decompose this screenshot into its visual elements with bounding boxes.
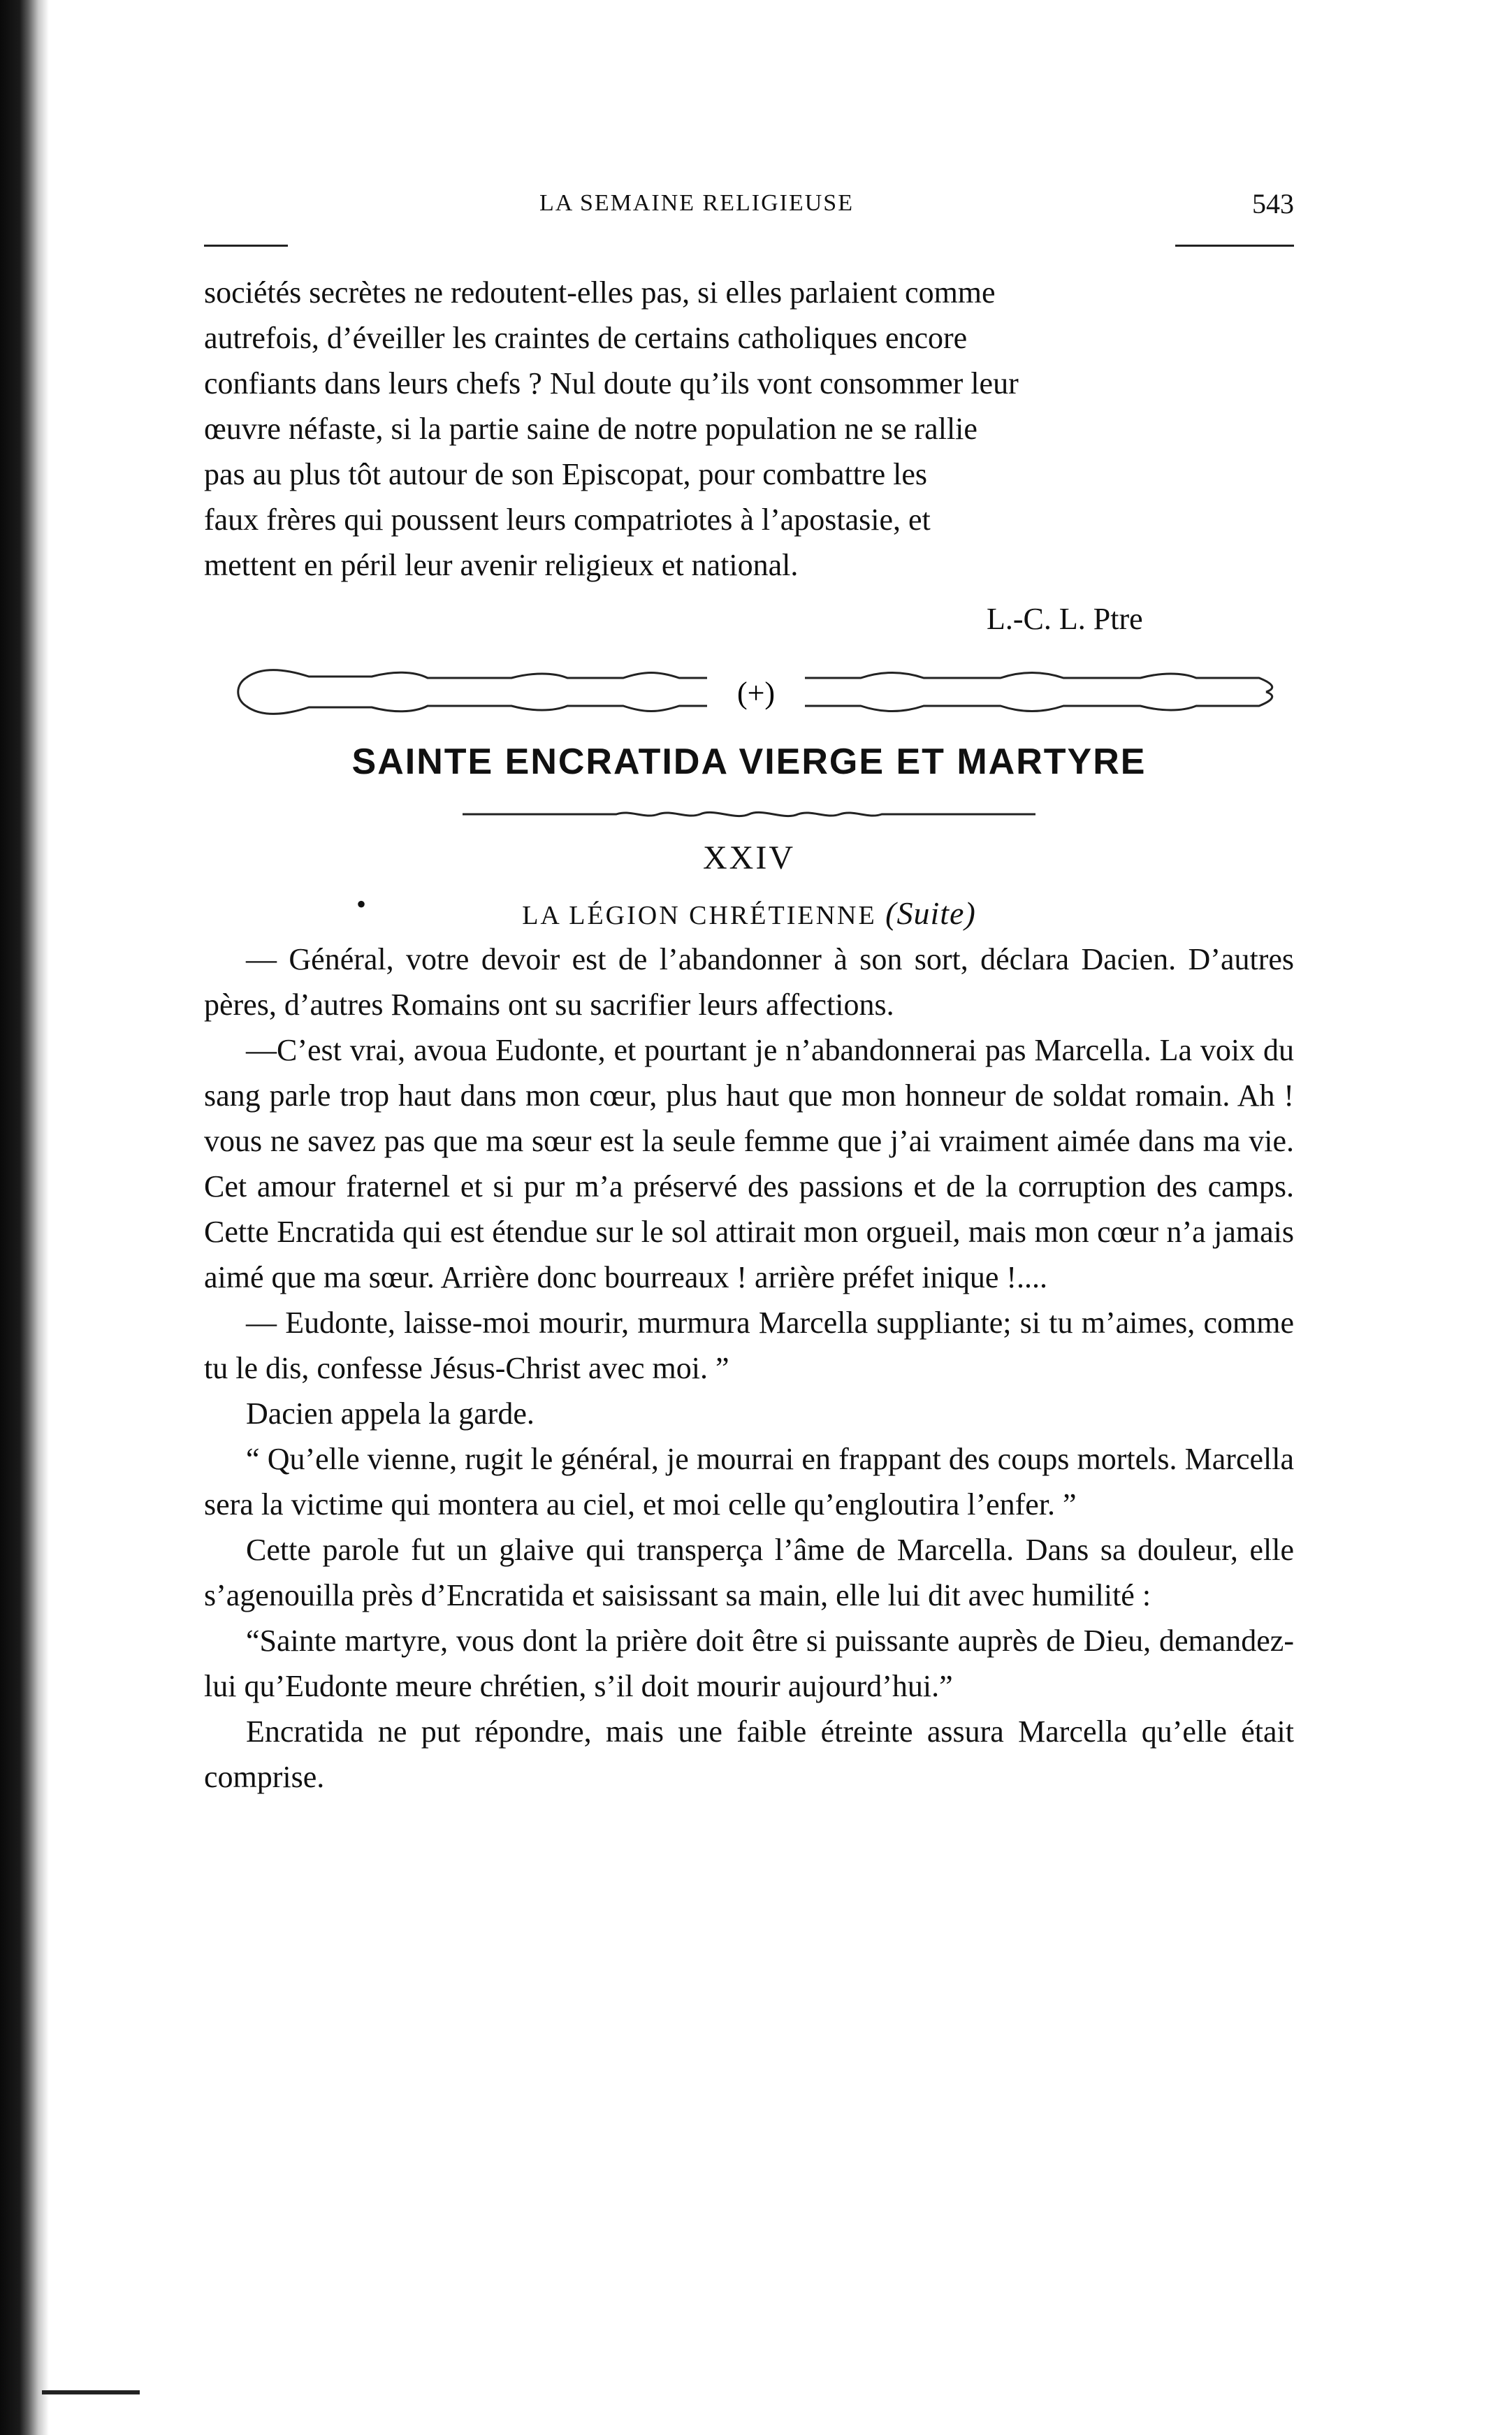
text-line: autrefois, d’éveiller les craintes de certains catholiques encore: [204, 321, 968, 355]
text-line: mettent en péril leur avenir religieux et national.: [204, 548, 799, 582]
story-text: [204, 937, 1294, 1800]
decorative-ornament-rule: [232, 664, 1280, 727]
intro-paragraph: [204, 270, 1294, 588]
binding-edge-mark: [42, 2390, 140, 2394]
section-name: LA LÉGION CHRÉTIENNE: [522, 901, 877, 930]
ornament-cross: (+): [736, 676, 776, 710]
text-line: faux frères qui poussent leurs compatriotes à l’apostasie, et: [204, 503, 931, 537]
text-line: pas au plus tôt autour de son Episcopat, pour combattre les: [204, 457, 927, 491]
text-line: œuvre néfaste, si la partie saine de notre population ne se rallie: [204, 412, 977, 446]
paragraph: — Général, votre devoir est de l’abandonner à son sort, déclara Dacien. D’autres pères, d’autres Romains ont su sacrifier leurs affections.: [204, 942, 1294, 1022]
book-binding-shadow: [0, 0, 49, 2435]
head-rule-left: [204, 245, 288, 247]
running-head: [204, 190, 1294, 225]
title-flourish-rule: [463, 804, 1035, 825]
chapter-number: XXIV: [703, 839, 795, 876]
running-head-title: LA SEMAINE RELIGIEUSE: [539, 190, 854, 216]
bullet-mark-icon: •: [356, 888, 369, 920]
section-heading: [204, 888, 1294, 932]
head-rule-right: [1175, 245, 1294, 247]
paragraph: — Eudonte, laisse-moi mourir, murmura Marcella suppliante; si tu m’aimes, comme tu le dis, confesse Jésus-Christ avec moi. ”: [204, 1306, 1294, 1385]
article-title: SAINTE ENCRATIDA VIERGE ET MARTYRE: [351, 742, 1147, 782]
text-line: sociétés secrètes ne redoutent-elles pas, si elles parlaient comme: [204, 275, 996, 310]
paragraph: “Sainte martyre, vous dont la prière doit être si puissante auprès de Dieu, demandez-lui qu’Eudonte meure chrétien, s’il doit mourir aujourd’hui.”: [204, 1624, 1294, 1703]
section-suffix: (Suite): [885, 895, 976, 931]
author-signature: L.-C. L. Ptre: [987, 602, 1143, 636]
paragraph: —C’est vrai, avoua Eudonte, et pourtant je n’abandonnerai pas Marcella. La voix du sang parle trop haut dans mon cœur, plus haut que mon honneur de soldat romain. Ah ! vous ne savez pas que ma sœur est la seule femme que j’ai vraiment aimée dans ma vie. Cet amour fraternel et si pur m’a préservé des passions et de la corruption des camps. Cette Encratida qui est étendue sur le sol attirait mon orgueil, mais mon cœur n’a jamais aimé que ma sœur. Arrière donc bourreaux ! arrière préfet inique !....: [204, 1033, 1294, 1294]
paragraph: Cette parole fut un glaive qui transperça l’âme de Marcella. Dans sa douleur, elle s’agenouilla près d’Encratida et saisissant sa main, elle lui dit avec humilité :: [204, 1533, 1294, 1612]
text-line: confiants dans leurs chefs ? Nul doute qu’ils vont consommer leur: [204, 366, 1019, 400]
paragraph: Encratida ne put répondre, mais une faible étreinte assura Marcella qu’elle était comprise.: [204, 1714, 1294, 1794]
page-number: 543: [1252, 188, 1294, 219]
paragraph: Dacien appela la garde.: [246, 1396, 535, 1431]
paragraph: “ Qu’elle vienne, rugit le général, je mourrai en frappant des coups mortels. Marcella sera la victime qui montera au ciel, et moi celle qu’engloutira l’enfer. ”: [204, 1442, 1294, 1522]
